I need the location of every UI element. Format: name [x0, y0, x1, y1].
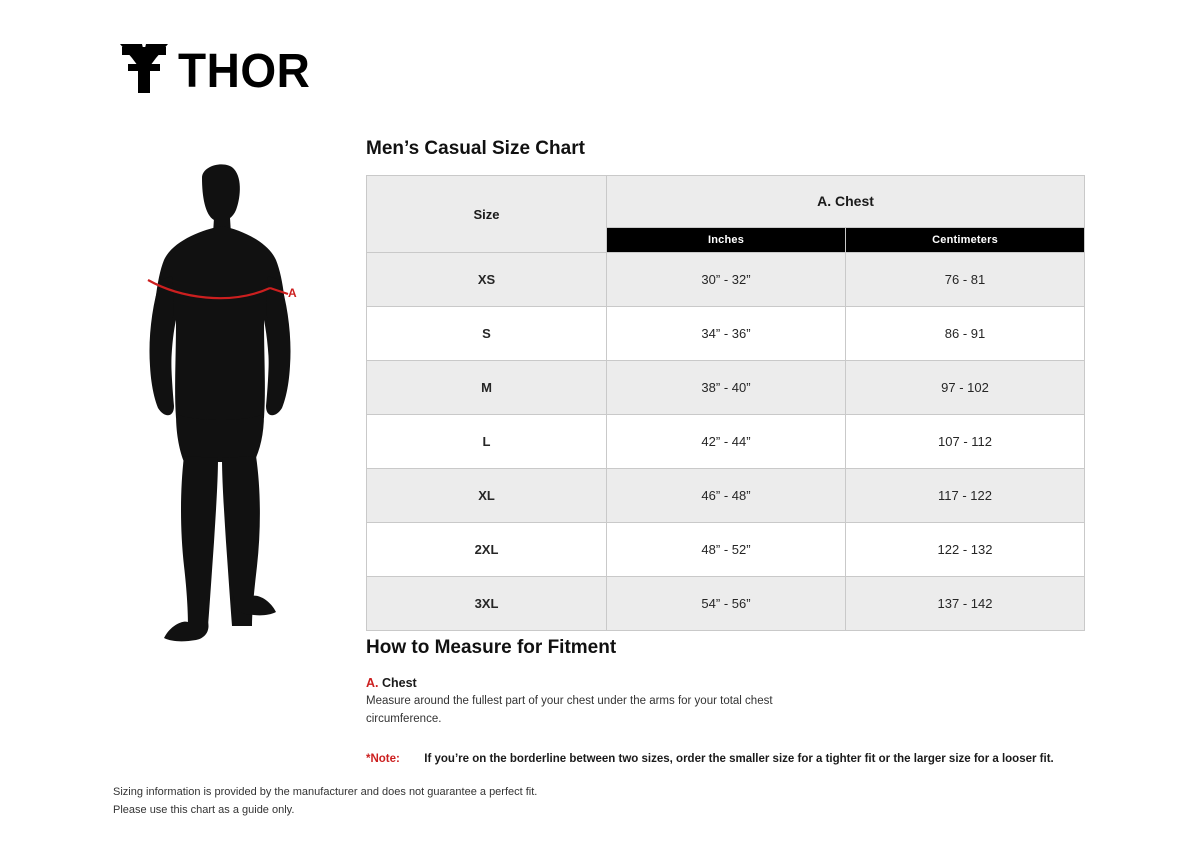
cell-centimeters: 97 - 102	[846, 361, 1085, 415]
header-inches: Inches	[607, 227, 846, 252]
table-row	[367, 361, 1085, 415]
cell-centimeters: 86 - 91	[846, 307, 1085, 361]
table-row	[367, 523, 1085, 577]
cell-size: 3XL	[367, 577, 607, 631]
chest-measure-marker: A	[288, 286, 297, 300]
header-group-chest: A. Chest	[607, 176, 1085, 228]
note-label: *Note:	[366, 753, 400, 765]
cell-size: M	[367, 361, 607, 415]
page-title: Men’s Casual Size Chart	[366, 138, 585, 159]
how-to-measure-body: Measure around the fullest part of your chest under the arms for your total chest circumference.	[366, 695, 773, 725]
cell-inches: 30” - 32”	[607, 253, 846, 307]
cell-size: XL	[367, 469, 607, 523]
cell-inches: 54” - 56”	[607, 577, 846, 631]
table-row	[367, 577, 1085, 631]
cell-centimeters: 117 - 122	[846, 469, 1085, 523]
cell-size: L	[367, 415, 607, 469]
disclaimer-line-2: Please use this chart as a guide only.	[113, 804, 295, 817]
cell-inches: 48” - 52”	[607, 523, 846, 577]
table-row	[367, 469, 1085, 523]
header-centimeters: Centimeters	[846, 227, 1085, 252]
brand-logo	[120, 44, 310, 96]
size-table	[366, 175, 1085, 631]
note-text: If you’re on the borderline between two sizes, order the smaller size for a tighter fit or the larger size for a looser fit.	[424, 753, 1054, 765]
cell-inches: 42” - 44”	[607, 415, 846, 469]
thor-logo-icon	[120, 44, 168, 96]
cell-inches: 34” - 36”	[607, 307, 846, 361]
cell-centimeters: 107 - 112	[846, 415, 1085, 469]
item-letter: A.	[366, 676, 379, 690]
cell-inches: 46” - 48”	[607, 469, 846, 523]
cell-centimeters: 76 - 81	[846, 253, 1085, 307]
table-row	[367, 415, 1085, 469]
cell-size: XS	[367, 253, 607, 307]
how-to-measure-title: How to Measure for Fitment	[366, 637, 617, 658]
cell-centimeters: 137 - 142	[846, 577, 1085, 631]
table-row	[367, 253, 1085, 307]
table-header-row	[367, 176, 1085, 228]
body-figure	[130, 160, 330, 660]
item-name: Chest	[381, 676, 417, 690]
how-to-measure-item	[366, 676, 417, 690]
cell-size: 2XL	[367, 523, 607, 577]
table-row	[367, 307, 1085, 361]
note-line	[366, 753, 1054, 765]
disclaimer-line-1: Sizing information is provided by the manufacturer and does not guarantee a perfect fit.	[113, 786, 538, 798]
brand-name: THOR	[178, 42, 311, 98]
cell-centimeters: 122 - 132	[846, 523, 1085, 577]
disclaimer	[113, 783, 537, 819]
cell-inches: 38” - 40”	[607, 361, 846, 415]
header-size: Size	[367, 176, 607, 253]
cell-size: S	[367, 307, 607, 361]
size-table-wrapper	[366, 175, 1084, 631]
